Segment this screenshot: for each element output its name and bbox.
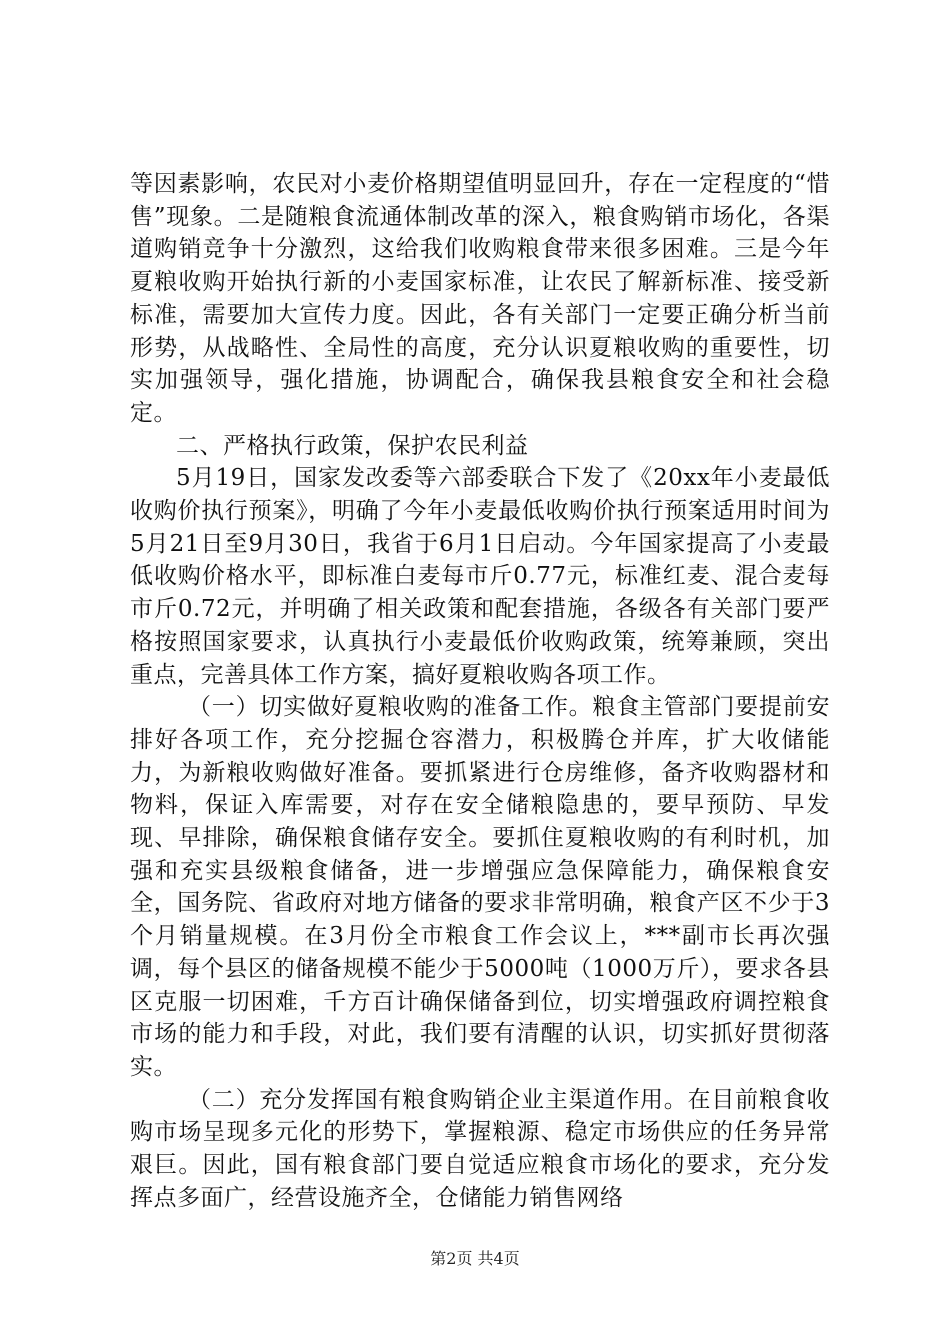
paragraph-preparation: （一）切实做好夏粮收购的准备工作。粮食主管部门要提前安排好各项工作，充分挖掘仓容潜力，积极腾仓并库，扩大收储能力，为新粮收购做好准备。要抓紧进行仓房维修，备齐收购器材和物料，保证入库需要，对存在安全储粮隐患的，要早预防、早发现、早排除，确保粮食储存安全。要抓住夏粮收购的有利时机，加强和充实县级粮食储备，进一步增强应急保障能力，确保粮食安全，国务院、省政府对地方储备的要求非常明确，粮食产区不少于3个月销量规模。在3月份全市粮食工作会议上，***副市长再次强调，每个县区的储备规模不能少于5000吨（1000万斤），要求各县区克服一切困难，千方百计确保储备到位，切实增强政府调控粮食市场的能力和手段，对此，我们要有清醒的认识，切实抓好贯彻落实。 xyxy=(130,694,830,1080)
page-number-footer: 第2页 共4页 xyxy=(430,1249,520,1268)
paragraph-state-enterprises: （二）充分发挥国有粮食购销企业主渠道作用。在目前粮食收购市场呈现多元化的形势下，掌握粮源、稳定市场供应的任务异常艰巨。因此，国有粮食部门要自觉适应粮食市场化的要求，充分发挥点多面广，经营设施齐全，仓储能力销售网络 xyxy=(130,1086,830,1211)
paragraph-policy: 5月19日，国家发改委等六部委联合下发了《20xx年小麦最低收购价执行预案》，明确了今年小麦最低收购价执行预案适用时间为5月21日至9月30日，我省于6月1日启动。今年国家提高了小麦最低收购价格水平，即标准白麦每市斤0.77元，标准红麦、混合麦每市斤0.72元，并明确了相关政策和配套措施，各级各有关部门要严格按照国家要求，认真执行小麦最低价收购政策，统筹兼顾，突出重点，完善具体工作方案，搞好夏粮收购各项工作。 xyxy=(130,465,830,688)
paragraph-continuation: 等因素影响，农民对小麦价格期望值明显回升，存在一定程度的“惜售”现象。二是随粮食流通体制改革的深入，粮食购销市场化，各渠道购销竞争十分激烈，这给我们收购粮食带来很多困难。三是今年夏粮收购开始执行新的小麦国家标准，让农民了解新标准、接受新标准，需要加大宣传力度。因此，各有关部门一定要正确分析当前形势，从战略性、全局性的高度，充分认识夏粮收购的重要性，切实加强领导，强化措施，协调配合，确保我县粮食安全和社会稳定。 xyxy=(130,171,830,426)
section-heading: 二、严格执行政策，保护农民利益 xyxy=(176,432,529,459)
document-body xyxy=(130,168,830,1215)
